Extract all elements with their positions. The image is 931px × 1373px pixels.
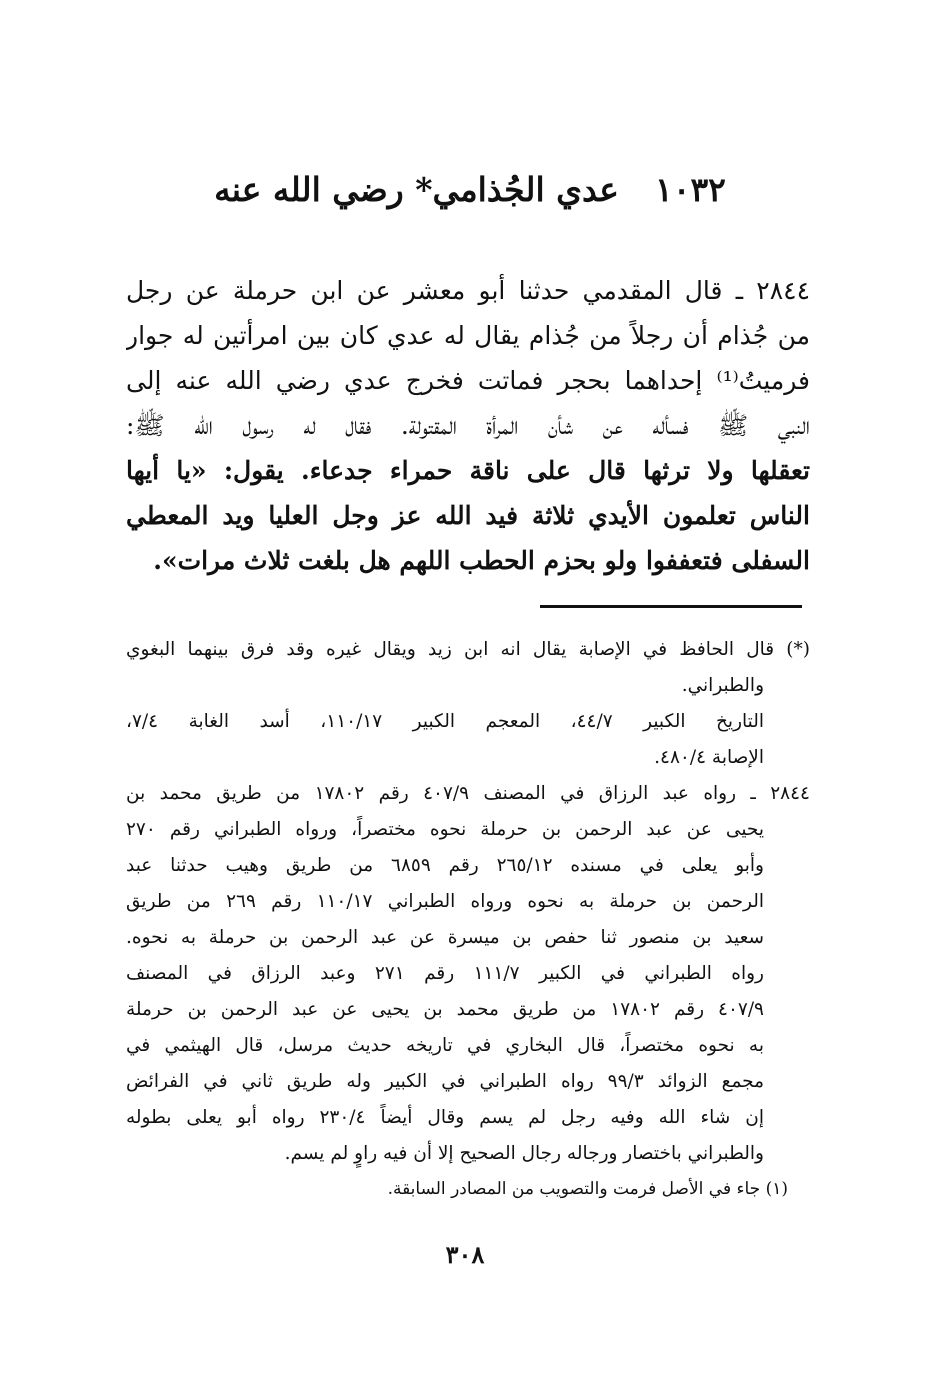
takhrij-line: الرحمن بن حرملة به نحوه ورواه الطبراني ١١٠/١٧ رقم ٢٦٩ من طريق: [126, 891, 765, 912]
hadith-line: فرميتُ⁽¹⁾ إحداهما بحجر فماتت فخرج عدي رضي الله عنه إلى: [126, 366, 810, 395]
star-note-line: والطبراني.: [681, 675, 764, 696]
hadith-line: الناس تعلمون الأيدي ثلاثة فيد الله عز وجل العليا ويد المعطي: [126, 501, 810, 530]
numbered-footnote: (١) جاء في الأصل فرمت والتصويب من المصادر السابقة.: [387, 1179, 788, 1199]
takhrij-line: إن شاء الله وفيه رجل لم يسم وقال أيضاً ٢٣٠/٤ رواه أبو يعلى بطوله: [126, 1107, 764, 1128]
takhrij-line: رواه الطبراني في الكبير ١١١/٧ رقم ٢٧١ وعبد الرزاق في المصنف: [126, 963, 764, 984]
hadith-text: [126, 268, 810, 583]
page-number: ٣٠٨: [445, 1240, 485, 1269]
hadith-line: النبي ﷺ فسأله عن شأن المرأة المقتولة. فقال له رسول الله ﷺ:: [126, 411, 810, 440]
entry-heading: [130, 170, 810, 209]
hadith-line: السفلى فتعففوا ولو بحزم الحطب اللهم هل بلغت ثلاث مرات».: [153, 546, 810, 575]
takhrij-line: يحيى عن عبد الرحمن بن حرملة نحوه مختصراً، ورواه الطبراني رقم ٢٧٠: [126, 819, 764, 840]
hadith-line: ٢٨٤٤ ـ قال المقدمي حدثنا أبو معشر عن ابن حرملة عن رجل: [126, 276, 810, 305]
star-note-line: الإصابة ٤٨٠/٤.: [654, 747, 764, 768]
takhrij-line: والطبراني باختصار ورجاله رجال الصحيح إلا أن فيه راوٍ لم يسم.: [284, 1143, 764, 1164]
star-note-line: التاريخ الكبير ٤٤/٧، المعجم الكبير ١١٠/١٧، أسد الغابة ٧/٤،: [126, 711, 764, 732]
footnote-separator: [540, 605, 802, 608]
takhrij-line: سعيد بن منصور ثنا حفص بن ميسرة عن عبد الرحمن بن حرملة به نحوه.: [126, 927, 764, 948]
takhrij-line: ٤٠٧/٩ رقم ١٧٨٠٢ من طريق محمد بن يحيى عن عبد الرحمن بن حرملة: [126, 999, 764, 1020]
takhrij-line: مجمع الزوائد ٩٩/٣ رواه الطبراني في الكبير وله طريق ثاني في الفرائض: [126, 1071, 764, 1092]
hadith-line: تعقلها ولا ترثها قال على ناقة حمراء جدعاء. يقول: «يا أيها: [126, 456, 810, 485]
entry-number: ١٠٣٢: [655, 170, 726, 209]
entry-title: عدي الجُذامي* رضي الله عنه: [214, 170, 619, 209]
hadith-line: من جُذام أن رجلاً من جُذام يقال له عدي كان بين امرأتين له جوار: [126, 321, 810, 350]
takhrij-line: ٢٨٤٤ ـ رواه عبد الرزاق في المصنف ٤٠٧/٩ رقم ١٧٨٠٢ من طريق محمد بن: [126, 783, 810, 804]
takhrij-line: به نحوه مختصراً، قال البخاري في تاريخه حديث مرسل، قال الهيثمي في: [126, 1035, 764, 1056]
footnotes: [126, 632, 810, 1206]
star-note-line: (*) قال الحافظ في الإصابة يقال انه ابن زيد ويقال غيره وقد فرق بينهما البغوي: [126, 639, 810, 660]
takhrij-line: وأبو يعلى في مسنده ٢٦٥/١٢ رقم ٦٨٥٩ من طريق وهيب حدثنا عبد: [126, 855, 764, 876]
